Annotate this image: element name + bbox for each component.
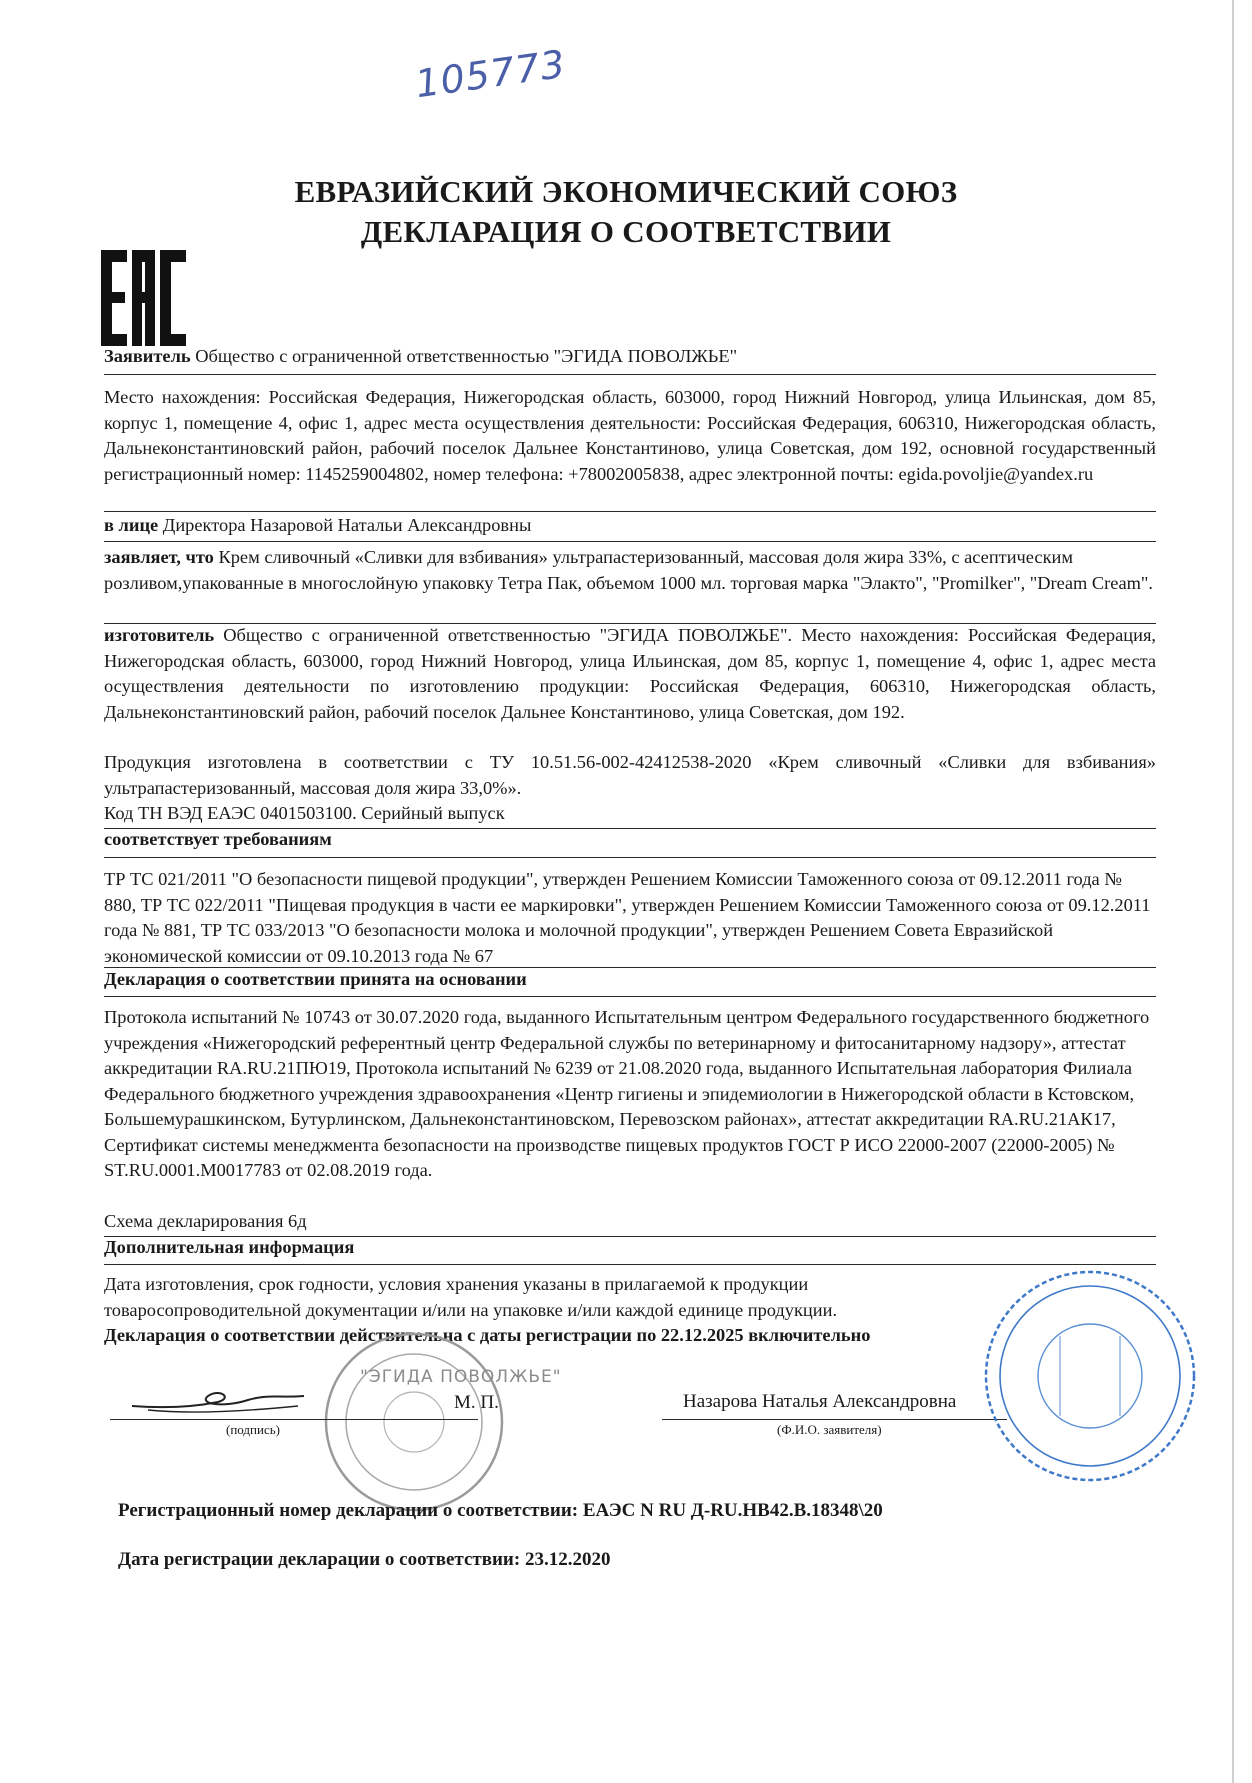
- name-line: [662, 1419, 1007, 1420]
- divider: [104, 857, 1156, 858]
- basis-text: Протокола испытаний № 10743 от 30.07.2020 года, выданного Испытательным центром Федерального государственного бюджетного учреждения «Нижегородский референтный центр Федеральной службы по ветеринарному и фитосанитарному надзору», аттестат аккредитации RA.RU.21ПЮ19, Протокола испытаний № 6239 от 21.08.2020 года, выданного Испытательная лаборатория Филиала Федерального бюджетного учреждения здравоохранения «Центр гигиены и эпидемиологии в Нижегородской области в Кстовском, Большемурашкинском, Бутурлинском, Дальнеконстантиновском, Перевозском районах», аттестат аккредитации RA.RU.21АК17, Сертификат системы менеджмента безопасности на производстве пищевых продуктов ГОСТ Р ИСО 22000-2007 (22000-2005) № ST.RU.0001.M0017783 от 02.08.2019 года.: [104, 1007, 1150, 1180]
- manufacturer-paragraph: [104, 623, 1156, 725]
- registration-date: Дата регистрации декларации о соответствии: 23.12.2020: [118, 1549, 611, 1570]
- manufacturer-label: изготовитель: [104, 625, 215, 645]
- name-caption: (Ф.И.О. заявителя): [777, 1422, 882, 1437]
- divider: [104, 511, 1156, 512]
- company-stamp-text: "ЭГИДА ПОВОЛЖЬЕ": [360, 1367, 562, 1387]
- requirements-heading: соответствует требованиям: [104, 829, 332, 849]
- additional-heading: Дополнительная информация: [104, 1237, 355, 1257]
- registration-number: Регистрационный номер декларации о соответствии: ЕАЭС N RU Д-RU.НВ42.В.18348\20: [118, 1500, 883, 1521]
- signature-caption: (подпись): [226, 1422, 280, 1437]
- applicant-location: Место нахождения: Российская Федерация, Нижегородская область, 603000, город Нижний Новгород, улица Ильинская, дом 85, корпус 1, помещение 4, офис 1, адрес места осуществления деятельности: Российская Федерация, 606310, Нижегородская область, Дальнеконстантиновский район, рабочий поселок Дальнее Константиново, улица Советская, дом 192, основной государственный регистрационный номер: 1145259004802, номер телефона: +78002005838, адрес электронной почты: egida.povoljie@yandex.ru: [104, 387, 1156, 484]
- divider: [104, 967, 1156, 968]
- manufacturer-value: Общество с ограниченной ответственностью "ЭГИДА ПОВОЛЖЬЕ". Место нахождения: Российская Федерация, Нижегородская область, 603000, город Нижний Новгород, улица Ильинская, дом 85, корпус 1, помещение 4, офис 1, адрес места осуществления деятельности по изготовлению продукции: Российская Федерация, 606310, Нижегородская область, Дальнеконстантиновский район, рабочий поселок Дальнее Константиново, улица Советская, дом 192.: [104, 625, 1156, 722]
- basis-heading: Декларация о соответствии принята на основании: [104, 969, 527, 989]
- eac-logo-icon: [101, 250, 186, 346]
- divider: [104, 374, 1156, 375]
- applicant-name: Назарова Наталья Александровна: [683, 1391, 957, 1412]
- additional-text: Дата изготовления, срок годности, условия хранения указаны в прилагаемой к продукции товаросопроводительной документации и/или на упаковке и/или каждой единице продукции.: [104, 1274, 838, 1320]
- validity-line: Декларация о соответствии действительна с даты регистрации по 22.12.2025 включительно: [104, 1325, 871, 1345]
- handwritten-number: 105773: [412, 41, 569, 107]
- scan-edge: [1232, 0, 1234, 1783]
- divider: [104, 996, 1156, 997]
- applicant-label: Заявитель: [104, 346, 191, 366]
- declares-value: Крем сливочный «Сливки для взбивания» ультрапастеризованный, массовая доля жира 33%, с асептическим розливом,упакованные в многослойную упаковку Тетра Пак, объемом 1000 мл. торговая марка "Элакто", "Promilker", "Dream Cream".: [104, 547, 1154, 593]
- document-title: ДЕКЛАРАЦИЯ О СООТВЕТСТВИИ: [360, 214, 892, 249]
- declaration-scheme: Схема декларирования 6д: [104, 1211, 307, 1231]
- hs-code: Код ТН ВЭД ЕАЭС 0401503100. Серийный выпуск: [104, 803, 505, 823]
- declares-label: заявляет, что: [104, 547, 214, 567]
- union-title: ЕВРАЗИЙСКИЙ ЭКОНОМИЧЕСКИЙ СОЮЗ: [294, 174, 958, 209]
- representative-label: в лице: [104, 515, 159, 535]
- signature-mark: [128, 1378, 308, 1418]
- declares-paragraph: [104, 545, 1156, 596]
- company-stamp: [322, 1330, 506, 1514]
- stamp-place-label: М. П.: [454, 1392, 499, 1413]
- representative-line: [104, 513, 1156, 539]
- signature-line: [110, 1419, 478, 1420]
- production-standard: Продукция изготовлена в соответствии с ТУ 10.51.56-002-42412538-2020 «Крем сливочный «Сливки для взбивания» ультрапастеризованный, массовая доля жира 33,0%».: [104, 752, 1156, 798]
- blue-stamp: [980, 1266, 1200, 1486]
- requirements-text: ТР ТС 021/2011 "О безопасности пищевой продукции", утвержден Решением Комиссии Таможенного союза от 09.12.2011 года № 880, ТР ТС 022/2011 "Пищевая продукция в части ее маркировки", утвержден Решением Комиссии Таможенного союза от 09.12.2011 года № 881, ТР ТС 033/2013 "О безопасности молока и молочной продукции", утвержден Решением Совета Евразийской экономической комиссии от 09.10.2013 года № 67: [104, 869, 1151, 966]
- applicant-value: Общество с ограниченной ответственностью "ЭГИДА ПОВОЛЖЬЕ": [190, 346, 738, 366]
- applicant-line: [104, 344, 1156, 370]
- divider: [104, 1264, 1156, 1265]
- divider: [104, 541, 1156, 542]
- representative-value: Директора Назаровой Натальи Александровны: [158, 515, 532, 535]
